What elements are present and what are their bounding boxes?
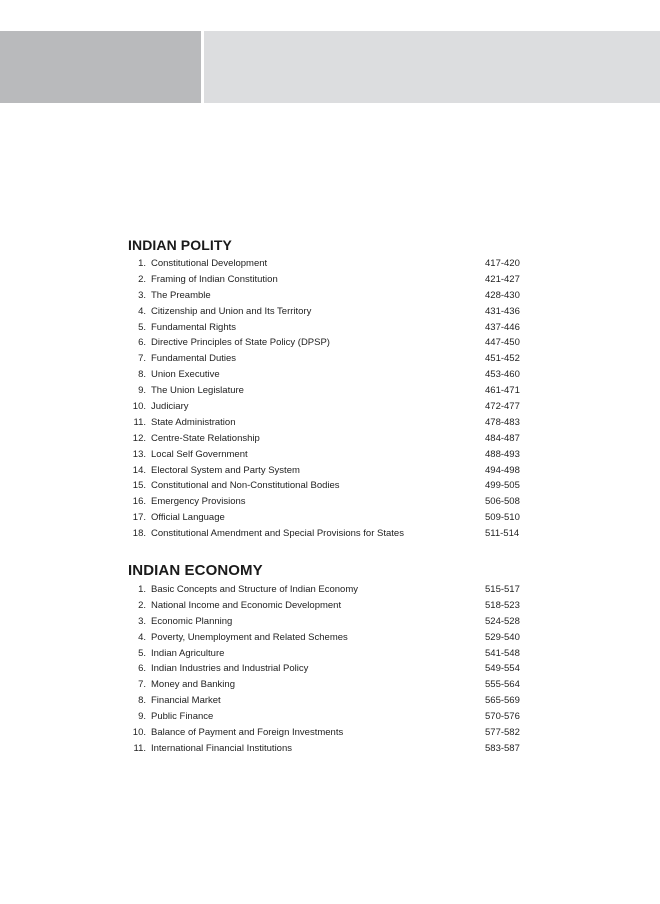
toc-entry-title: Constitutional Development [151,258,268,269]
toc-entry-title: Constitutional and Non-Constitutional Bodies [151,480,340,492]
toc-entry-pages: 421-427 [485,273,520,285]
toc-entry[interactable] [128,288,528,304]
section-indian-economy [128,562,528,757]
toc-entry[interactable] [128,614,528,630]
toc-entry-pages: 565-569 [485,695,520,707]
toc-entry-number: 2. [138,273,146,285]
toc-entry-title: Citizenship and Union and Its Territory [151,305,312,317]
toc-entry-pages: 549-554 [485,663,520,675]
toc-entry-pages: 515-517 [485,584,520,595]
toc-entry[interactable] [128,646,528,662]
toc-entry-pages: 541-548 [485,647,520,659]
toc-entry-number: 15. [132,480,146,492]
toc-entry-number: 3. [138,289,146,301]
toc-entry-title: International Financial Institutions [151,742,292,754]
toc-list [128,256,528,542]
toc-entry-number: 6. [138,663,146,675]
toc-entry-pages: 478-483 [485,416,520,428]
toc-entry-number: 17. [132,512,146,524]
toc-entry-title: Balance of Payment and Foreign Investments [151,727,344,739]
toc-entry-number: 5. [138,321,146,333]
toc-entry[interactable] [128,494,528,510]
toc-entry-title: Emergency Provisions [151,496,246,508]
toc-entry-pages: 555-564 [485,679,520,691]
toc-entry[interactable] [128,256,528,272]
toc-entry-number: 4. [138,631,146,643]
toc-entry[interactable] [128,335,528,351]
toc-entry[interactable] [128,463,528,479]
toc-entry-title: Union Executive [151,369,220,381]
toc-entry-number: 9. [138,711,146,723]
toc-entry-title: Electoral System and Party System [151,464,300,476]
toc-entry-pages: 451-452 [485,353,520,365]
toc-entry-title: Poverty, Unemployment and Related Schemes [151,631,348,643]
toc-entry[interactable] [128,304,528,320]
toc-entry-number: 10. [132,727,146,739]
toc-entry[interactable] [128,598,528,614]
toc-entry-number: 18. [132,528,146,540]
toc-entry[interactable] [128,630,528,646]
section-title: INDIAN POLITY [128,237,232,253]
toc-entry-pages: 453-460 [485,369,520,381]
toc-entry-pages: 417-420 [485,258,520,269]
toc-entry[interactable] [128,383,528,399]
toc-entry-pages: 583-587 [485,742,520,754]
toc-entry-title: Indian Agriculture [151,647,225,659]
toc-entry[interactable] [128,510,528,526]
toc-entry-number: 13. [132,448,146,460]
toc-entry-title: Fundamental Duties [151,353,237,365]
toc-entry-title: The Union Legislature [151,385,244,397]
toc-entry-pages: 518-523 [485,599,520,611]
toc-entry[interactable] [128,582,528,598]
toc-entry-title: Basic Concepts and Structure of Indian Economy [151,584,359,595]
toc-entry-number: 1. [138,584,146,595]
toc-entry-pages: 529-540 [485,631,520,643]
toc-entry[interactable] [128,415,528,431]
toc-entry[interactable] [128,447,528,463]
toc-entry-number: 9. [138,385,146,397]
toc-entry-number: 11. [133,416,146,428]
toc-entry[interactable] [128,478,528,494]
toc-entry-title: Directive Principles of State Policy (DPSP) [151,337,330,349]
toc-entry-title: Judiciary [151,401,189,413]
toc-entry-number: 10. [132,401,146,413]
toc-entry-pages: 472-477 [485,401,520,413]
toc-entry-pages: 447-450 [485,337,520,349]
toc-entry[interactable] [128,677,528,693]
toc-entry[interactable] [128,725,528,741]
toc-list [128,582,528,757]
toc-entry-pages: 577-582 [485,727,520,739]
toc-entry-pages: 428-430 [485,289,520,301]
toc-entry-number: 8. [138,695,146,707]
toc-entry-title: Fundamental Rights [151,321,237,333]
toc-entry-number: 11. [133,742,146,754]
toc-entry[interactable] [128,320,528,336]
toc-entry-title: The Preamble [151,289,211,301]
toc-entry-number: 4. [138,305,146,317]
toc-entry-number: 1. [138,258,146,269]
toc-entry-number: 7. [138,679,146,691]
toc-entry-title: Local Self Government [151,448,248,460]
toc-entry-number: 7. [138,353,146,365]
toc-entry-title: Economic Planning [151,615,233,627]
toc-entry-title: Framing of Indian Constitution [151,273,278,285]
header-band-right [204,31,660,103]
toc-entry-pages: 506-508 [485,496,520,508]
toc-entry-pages: 509-510 [485,512,520,524]
toc-entry[interactable] [128,741,528,757]
toc-entry[interactable] [128,661,528,677]
toc-entry-number: 6. [138,337,146,349]
toc-entry-number: 3. [138,615,146,627]
toc-entry-pages: 570-576 [485,711,520,723]
section-title: INDIAN ECONOMY [128,562,263,579]
section-indian-polity [128,236,528,542]
toc-entry-number: 2. [138,599,146,611]
toc-entry[interactable] [128,272,528,288]
toc-entry-number: 8. [138,369,146,381]
toc-entry-number: 5. [138,647,146,659]
toc-entry-pages: 524-528 [485,615,520,627]
toc-entry-number: 16. [132,496,146,508]
toc-entry-pages: 494-498 [485,464,520,476]
toc-entry-title: Constitutional Amendment and Special Provisions for States [151,528,404,540]
toc-entry-title: Indian Industries and Industrial Policy [151,663,309,675]
toc-entry-pages: 488-493 [485,448,520,460]
toc-entry-pages: 511-514 [485,528,520,540]
toc-entry-title: National Income and Economic Development [151,599,342,611]
toc-entry[interactable] [128,709,528,725]
toc-entry-number: 12. [132,432,146,444]
toc-entry-number: 14. [132,464,146,476]
toc-entry-pages: 499-505 [485,480,520,492]
toc-entry[interactable] [128,526,528,542]
header-band-left [0,31,201,103]
toc-entry-pages: 431-436 [485,305,520,317]
toc-entry[interactable] [128,367,528,383]
toc-entry[interactable] [128,693,528,709]
toc-entry[interactable] [128,399,528,415]
toc-entry-title: Official Language [151,512,225,524]
toc-entry-pages: 437-446 [485,321,520,333]
toc-entry-pages: 461-471 [485,385,520,397]
toc-entry-pages: 484-487 [485,432,520,444]
toc-entry-title: Money and Banking [151,679,235,691]
toc-entry-title: State Administration [151,416,236,428]
toc-entry[interactable] [128,351,528,367]
toc-entry[interactable] [128,431,528,447]
toc-entry-title: Public Finance [151,711,214,723]
toc-entry-title: Centre-State Relationship [151,432,260,444]
toc-entry-title: Financial Market [151,695,221,707]
